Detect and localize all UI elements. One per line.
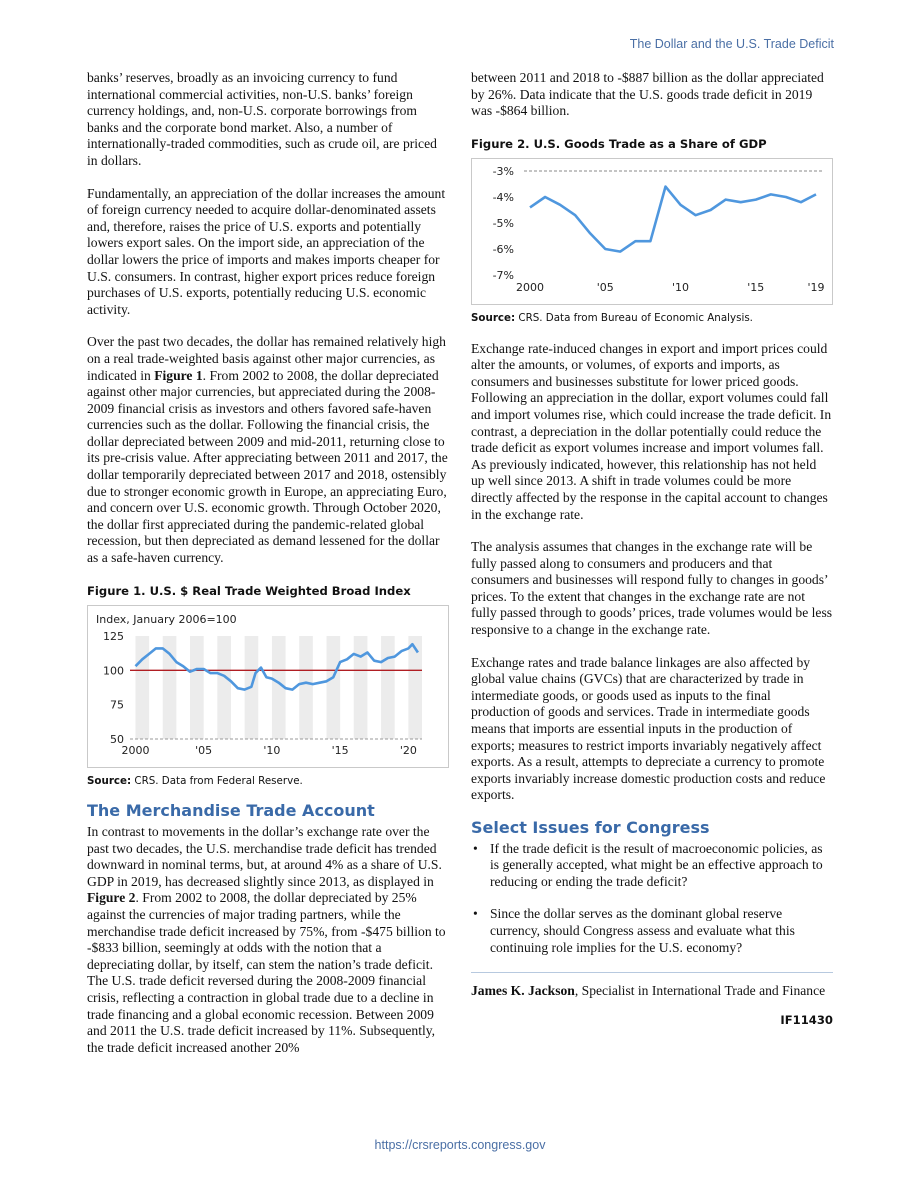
x-tick-label: 2000 xyxy=(516,281,545,295)
paragraph: banks’ reserves, broadly as an invoicing currency to fund international commercial activities, non-U.S. banks’ foreign currency holdings, and, non-U.S. corporate borrowings from banks and the corporate bond market. Also, a number of internationally-traded commodities, such as crude oil, are priced in dollars. xyxy=(87,70,437,168)
paragraph: between 2011 and 2018 to -$887 billion as the dollar appreciated by 26%. Data indicate that the U.S. goods trade deficit in 2019 was -$864 billion. xyxy=(471,70,824,119)
x-tick-label: '19 xyxy=(807,281,825,295)
figure-reference: Figure 1 xyxy=(154,367,203,383)
paragraph-text: Over the past two decades, the dollar has remained relatively high on a real trade-weighted basis against other major currencies, as indicated in xyxy=(87,334,446,383)
y-tick-label: -3% xyxy=(492,165,514,179)
x-tick-label: '05 xyxy=(596,281,614,295)
list-item xyxy=(471,906,833,956)
y-tick-label: -4% xyxy=(492,191,514,205)
divider xyxy=(471,972,833,973)
right-column xyxy=(471,70,833,1028)
shaded-band xyxy=(190,636,204,739)
shaded-band xyxy=(354,636,368,739)
figure2-title: Figure 2. U.S. Goods Trade as a Share of GDP xyxy=(471,136,767,151)
x-tick-label: '10 xyxy=(672,281,690,295)
series-line xyxy=(530,187,816,252)
x-tick-label: '20 xyxy=(399,744,417,758)
footer-url-link[interactable]: https://crsreports.congress.gov xyxy=(374,1138,546,1152)
paragraph-text: In contrast to movements in the dollar’s exchange rate over the past two decades, the U.S. merchandise trade deficit has trended downward in nominal terms, but, at around 4% as a share of U.S. GDP in 2019, has decreased slightly since 2013, as displayed in xyxy=(87,824,442,889)
y-tick-label: 100 xyxy=(103,664,124,678)
paragraph: Fundamentally, an appreciation of the dollar increases the amount of foreign currency needed to acquire dollar-denominated assets and, therefore, raises the price of U.S. exports and potentially lowers export sales. On the import side, an appreciation of the dollar lowers the price of imports and makes imports cheaper for U.S. consumers. In contrast, higher export prices reduce foreign purchases of U.S. exports, potentially reducing U.S. economic activity. xyxy=(87,185,446,317)
shaded-band xyxy=(326,636,340,739)
y-tick-label: -5% xyxy=(492,217,514,231)
shaded-band xyxy=(408,636,422,739)
y-tick-label: 75 xyxy=(110,698,124,712)
x-tick-label: '10 xyxy=(263,744,281,758)
bullet-icon: • xyxy=(473,840,478,856)
figure1-source xyxy=(87,773,449,790)
list-item-text: Since the dollar serves as the dominant global reserve currency, should Congress assess and evaluate what this continuing role implies for the U.S. economy? xyxy=(490,906,795,955)
figure1-title: Figure 1. U.S. $ Real Trade Weighted Broad Index xyxy=(87,583,411,598)
author-title: , Specialist in International Trade and Finance xyxy=(574,983,826,999)
author-line xyxy=(471,983,833,1000)
figure-reference: Figure 2 xyxy=(87,890,136,906)
source-text: CRS. Data from Federal Reserve. xyxy=(131,774,303,787)
running-title: The Dollar and the U.S. Trade Deficit xyxy=(629,37,834,51)
issues-list xyxy=(471,841,833,957)
left-column xyxy=(87,70,449,1072)
x-tick-label: '15 xyxy=(331,744,349,758)
y-tick-label: 125 xyxy=(103,630,124,644)
source-text: CRS. Data from Bureau of Economic Analysis. xyxy=(515,311,753,324)
figure1-chart-box xyxy=(87,605,449,768)
source-label: Source: xyxy=(471,311,516,324)
shaded-band xyxy=(299,636,313,739)
figure2-chart xyxy=(472,159,832,299)
x-tick-label: '15 xyxy=(747,281,765,295)
paragraph xyxy=(87,824,449,1056)
section-heading-issues: Select Issues for Congress xyxy=(471,818,710,837)
x-tick-label: 2000 xyxy=(121,744,150,758)
report-id: IF11430 xyxy=(780,1012,833,1027)
paragraph: Exchange rates and trade balance linkages are also affected by global value chains (GVCs) that are characterized by trade in intermediate goods, or goods used as inputs to the final production of goods and services. Trade in intermediate goods means that imports are essential inputs in the production of exports; measures to restrict imports invariably negatively affect exports. As a result, attempts to depreciate a currency to promote exports invariably increase domestic production costs and reduce exports. xyxy=(471,654,826,803)
bullet-icon: • xyxy=(473,906,478,922)
shaded-band xyxy=(135,636,149,739)
figure2-source xyxy=(471,310,833,327)
figure2-chart-box xyxy=(471,158,833,305)
shaded-band xyxy=(217,636,231,739)
paragraph xyxy=(87,334,449,566)
paragraph: The analysis assumes that changes in the exchange rate will be fully passed along to consumers and producers and that consumers and businesses will respond fully to changes in goods’ prices. To the extent that changes in the exchange rate are not fully passed through to goods’ prices, trade volumes would be less responsive to a change in the exchange rate. xyxy=(471,539,833,638)
figure1-chart xyxy=(88,606,430,762)
x-tick-label: '05 xyxy=(195,744,213,758)
source-label: Source: xyxy=(87,774,132,787)
section-heading-merchandise: The Merchandise Trade Account xyxy=(87,801,375,821)
y-tick-label: -7% xyxy=(492,269,514,283)
y-tick-label: 50 xyxy=(110,733,124,747)
shaded-band xyxy=(381,636,395,739)
author-name: James K. Jackson xyxy=(471,983,575,999)
y-tick-label: -6% xyxy=(492,243,514,257)
list-item xyxy=(471,841,833,891)
paragraph: Exchange rate-induced changes in export and import prices could alter the amounts, or volumes, of exports and imports, as consumers and businesses substitute for lower priced goods. Following an appreciation in the dollar, export volumes could fall and import volumes rise, which could increase the trade deficit. In contrast, a depreciation in the dollar potentially could reduce the trade deficit as export volumes increase and import volumes fall. As previously indicated, however, this relationship has not held up well since 2013. A shift in trade volumes could be more directly affected by the response in the capital account to changes in the exchange rate. xyxy=(471,340,832,522)
y-axis-label: Index, January 2006=100 xyxy=(96,613,237,627)
list-item-text: If the trade deficit is the result of macroeconomic policies, as is generally accepted, what might be an effective approach to reducing or ending the trade deficit? xyxy=(490,840,823,889)
paragraph-text: . From 2002 to 2008, the dollar depreciated by 25% against the currencies of major trading partners, while the merchandise trade deficit increased by 75%, from -$475 billion to -$833 billion, seemingly at odds with the notion that a depreciating dollar, by itself, can stem the nation’s trade deficit. The U.S. trade deficit reversed during the 2008-2009 financial crisis, reflecting a contraction in global trade due to a decline in trade financing and a global economic recession. Between 2009 and 2011 the U.S. trade deficit increased by 11%. Subsequently, the trade deficit increased another 20% xyxy=(87,890,446,1055)
paragraph-text: . From 2002 to 2008, the dollar depreciated against other major currencies, but appreciated during the 2008-2009 financial crisis as investors and others favored safe-haven currencies such as the dollar. Following the financial crisis, the dollar depreciated between 2009 and mid-2011, returning close to its pre-crisis value. After appreciating between 2011 and 2017, the dollar temporarily depreciated between 2017 and 2018, ostensibly due to stronger economic growth in Europe, an appreciating Euro, and concern over U.S. economic growth. Through October 2020, the dollar first appreciated during the pandemic-related global recession, but then depreciated as demand lessened for the dollar as a safe-haven currency. xyxy=(87,367,448,566)
